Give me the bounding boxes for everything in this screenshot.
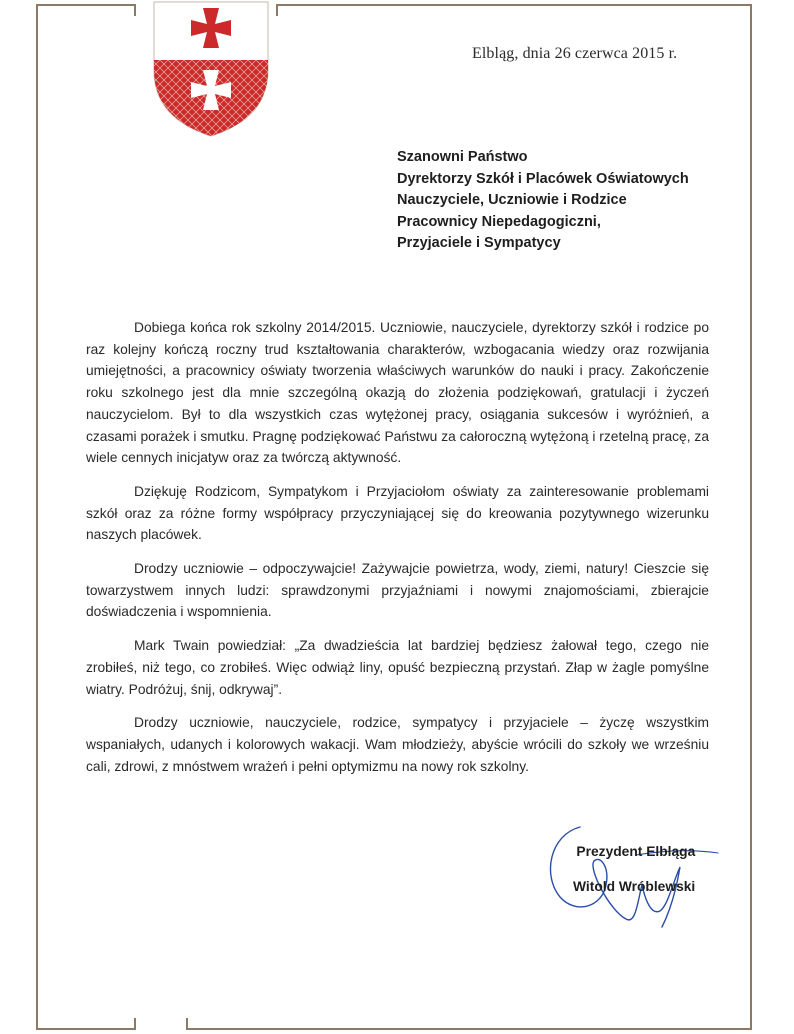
addressee-line: Dyrektorzy Szkół i Placówek Oświatowych <box>397 170 689 187</box>
signature-block <box>573 834 695 904</box>
body-paragraph: Drodzy uczniowie – odpoczywajcie! Zażywajcie powietrza, wody, ziemi, natury! Cieszcie się towarzystwem innych ludzi: sprawdzonymi przyjaźniami i nowymi znajomościami, zbierajcie doświadczenia i wspomnienia. <box>86 561 709 620</box>
letter-body <box>86 317 709 789</box>
frame-right <box>750 4 752 1030</box>
coat-of-arms-icon <box>152 0 270 138</box>
frame-left <box>36 4 38 1030</box>
addressee-block <box>397 147 689 255</box>
frame-tick <box>134 1018 136 1030</box>
letter-date: Elbląg, dnia 26 czerwca 2015 r. <box>472 45 678 62</box>
signer-name: Witold Wróblewski <box>573 879 696 894</box>
frame-bottom-right <box>186 1028 752 1030</box>
frame-tick <box>134 4 136 16</box>
frame-top-left <box>36 4 136 6</box>
addressee-line: Pracownicy Niepedagogiczni, <box>397 213 601 230</box>
body-paragraph: Drodzy uczniowie, nauczyciele, rodzice, sympatycy i przyjaciele – życzę wszystkim wspaniałych, udanych i kolorowych wakacji. Wam młodzieży, abyście wrócili do szkoły we wrześniu cali, zdrowi, z mnóstwem wrażeń i pełni optymizmu na nowy rok szkolny. <box>86 715 709 774</box>
addressee-line: Szanowni Państwo <box>397 149 528 165</box>
addressee-line: Przyjaciele i Sympatycy <box>397 235 561 251</box>
body-paragraph: Dziękuję Rodzicom, Sympatykom i Przyjaciołom oświaty za zainteresowanie problemami szkół oraz za różne formy współpracy przyczyniającej się do kreowania pozytywnego wizerunku naszych placówek. <box>86 483 709 543</box>
addressee-line: Nauczyciele, Uczniowie i Rodzice <box>397 192 627 208</box>
body-paragraph: Dobiega końca rok szkolny 2014/2015. Uczniowie, nauczyciele, dyrektorzy szkół i rodzice po raz kolejny kończą roczny trud kształtowania charakterów, wzbogacania wiedzy oraz rozwijania umiejętności, a pracownicy oświaty tworzenia właściwych warunków do nauki i pracy. Zakończenie roku szkolnego jest dla mnie szczególną okazją do złożenia podziękowań, gratulacji i życzeń nauczycielom. Był to dla wszystkich czas wytężonej pracy, osiągania sukcesów i wyróżnień, a czasami porażek i smutku. Pragnę podziękować Państwu za całoroczną wytężoną i rzetelną pracę, za wiele cennych inicjatyw oraz za twórczą aktywność. <box>86 320 709 466</box>
signer-title: Prezydent Elbląga <box>576 844 696 859</box>
frame-bottom-left <box>36 1028 136 1030</box>
body-paragraph: Mark Twain powiedział: „Za dwadzieścia lat bardziej będziesz żałował tego, czego nie zrobiłeś, niż tego, co zrobiłeś. Więc odwiąż liny, opuść bezpieczną przystań. Złap w żagle pomyślne wiatry. Podróżuj, śnij, odkrywaj”. <box>86 638 709 697</box>
frame-top-right <box>276 4 752 6</box>
frame-tick <box>276 4 278 16</box>
frame-tick <box>186 1018 188 1030</box>
